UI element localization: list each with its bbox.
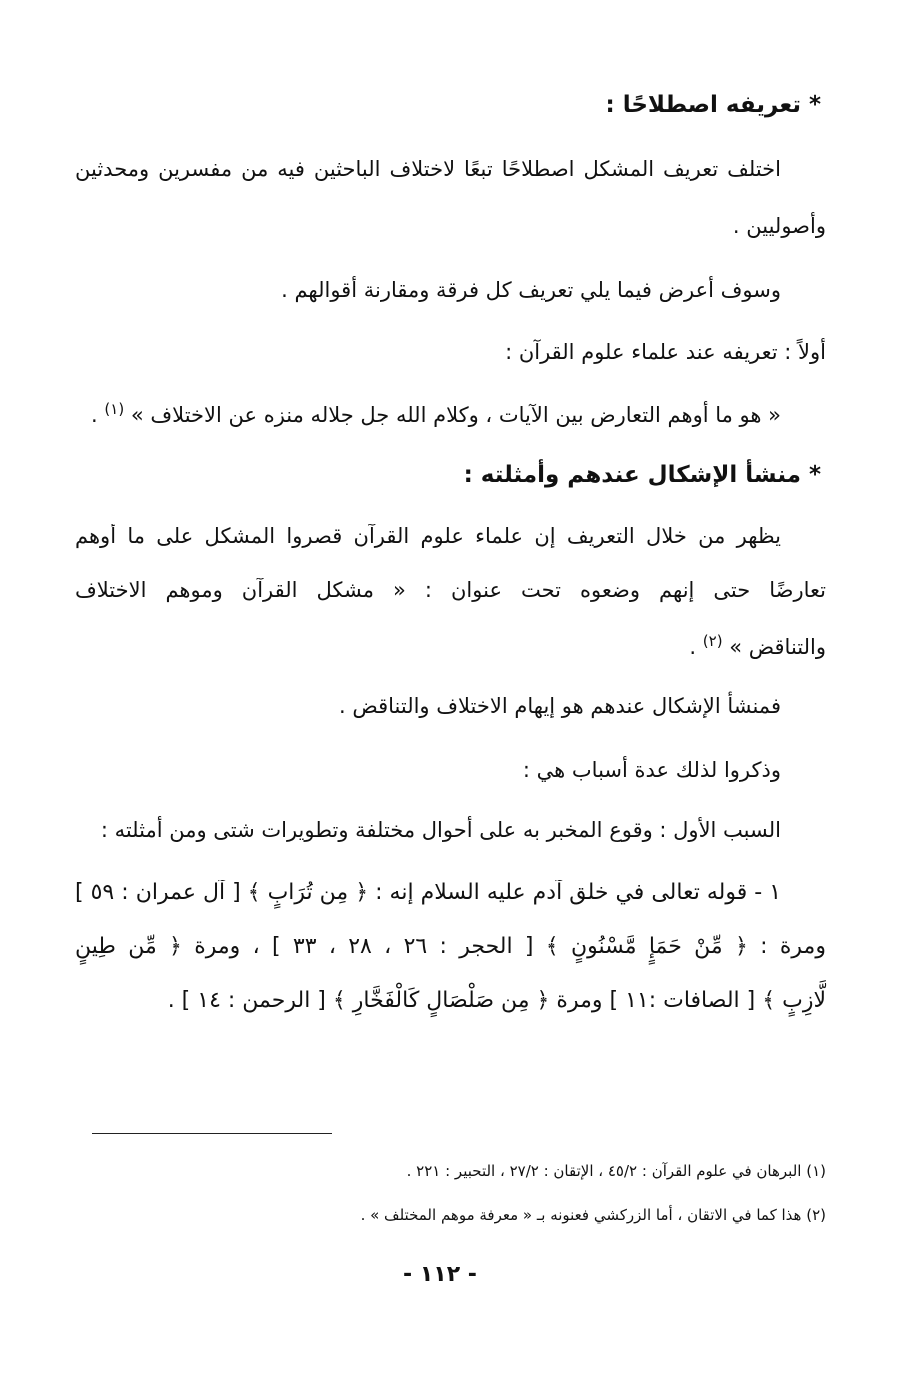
paragraph-3-line-3 [689, 632, 826, 660]
paragraph-3-period: . [689, 635, 697, 659]
paragraph-3-line-3-text: والتناقض » [729, 635, 826, 659]
example-line-1: ١ - قوله تعالى في خلق آدم عليه السلام إنه : ﴿ مِن تُرَابٍ ﴾ [ آل عمران : ٥٩ ] [75, 880, 781, 905]
footnote-2: (٢) هذا كما في الاتقان ، أما الزركشي فعنونه بـ « معرفة موهم المختلف » . [360, 1206, 826, 1224]
paragraph-3-line-2: تعارضًا حتى إنهم وضعوه تحت عنوان : « مشكل القرآن وموهم الاختلاف [75, 578, 826, 602]
footnote-ref-1: (١) [104, 400, 125, 418]
example-line-2: ومرة : ﴿ مِّنْ حَمَإٍ مَّسْنُونٍ ﴾ [ الحجر : ٢٦ ، ٢٨ ، ٣٣ ] ، ومرة ﴿ مِّن طِينٍ [75, 934, 826, 959]
paragraph-3-line-1: يظهر من خلال التعريف إن علماء علوم القرآن قصروا المشكل على ما أوهم [75, 524, 781, 548]
definition-quote [91, 400, 781, 428]
subheading-first: أولاً : تعريفه عند علماء علوم القرآن : [505, 340, 826, 364]
footnote-separator [92, 1133, 332, 1134]
paragraph-6: السبب الأول : وقوع المخبر به على أحوال مختلفة وتطويرات شتى ومن أمثلته : [100, 818, 781, 842]
footnote-ref-2: (٢) [702, 632, 723, 650]
paragraph-1-line-1: اختلف تعريف المشكل اصطلاحًا تبعًا لاختلاف الباحثين فيه من مفسرين ومحدثين [75, 157, 781, 181]
page-number: - ١١٢ - [403, 1262, 477, 1287]
definition-period: . [91, 403, 98, 427]
footnote-1: (١) البرهان في علوم القرآن : ٤٥/٢ ، الإتقان : ٢٧/٢ ، التحبير : ٢٢١ . [406, 1162, 826, 1180]
example-line-3: لَّازِبٍ ﴾ [ الصافات :١١ ] ومرة ﴿ مِن صَلْصَالٍ كَالْفَخَّارِ ﴾ [ الرحمن : ١٤ ] . [167, 988, 826, 1013]
heading-definition: * تعريفه اصطلاحًا : [605, 92, 821, 118]
heading-origin: * منشأ الإشكال عندهم وأمثلته : [463, 462, 821, 488]
definition-text: « هو ما أوهم التعارض بين الآيات ، وكلام الله جل جلاله منزه عن الاختلاف » [130, 403, 781, 427]
paragraph-5: وذكروا لذلك عدة أسباب هي : [522, 758, 781, 782]
paragraph-2: وسوف أعرض فيما يلي تعريف كل فرقة ومقارنة أقوالهم . [281, 278, 781, 302]
paragraph-1-line-2: وأصوليين . [732, 214, 826, 238]
paragraph-4: فمنشأ الإشكال عندهم هو إيهام الاختلاف والتناقض . [339, 694, 781, 718]
